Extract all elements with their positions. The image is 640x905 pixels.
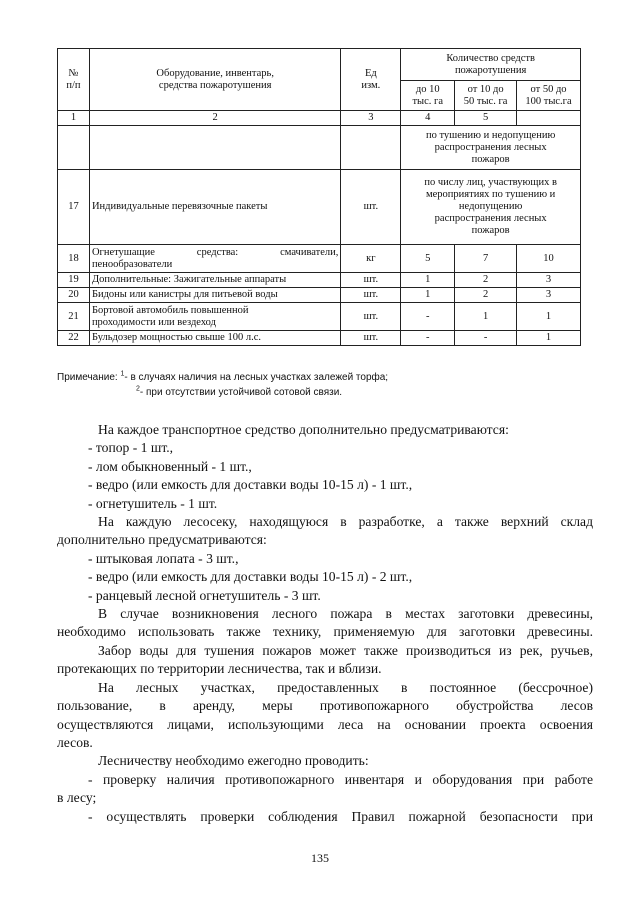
row-name: Бортовой автомобиль повышенной проходимости или вездеход [89,303,340,331]
row-qty-a: 1 [401,288,455,303]
header-col-a: до 10 тыс. га [401,81,455,111]
list-item: - штыковая лопата - 3 шт., [88,550,239,566]
col-number: 3 [341,111,401,126]
header-quantity: Количество средств пожаротушения [401,49,581,81]
row-qty-c: 1 [517,303,581,331]
row-qty-b: 2 [455,273,517,288]
row-qty-b: - [455,331,517,346]
paragraph: На каждую лесосеку, находящуюся в разработке, а также верхний склад [98,514,593,530]
row-name: Индивидуальные перевязочные пакеты [89,170,340,245]
row-qty-c: 3 [517,288,581,303]
row-qty-c: 1 [517,331,581,346]
row-name [89,245,340,273]
row-name-line: пенообразователи [91,258,173,270]
table-row [58,331,581,346]
row-name-line: Огнетушащие средства: смачиватели, [91,246,339,258]
paragraph: Забор воды для тушения пожаров может также производиться из рек, ручьев, [98,642,593,658]
row-name: Дополнительные: Зажигательные аппараты [89,273,340,288]
row-num: 20 [58,288,90,303]
empty-cell [58,126,90,170]
footnote-line [57,385,388,400]
continued-text: по тушению и недопущению распространения лесных пожаров [401,126,581,170]
footnote-marker: 2 [136,385,140,393]
col-number: 4 [401,111,455,126]
row-name: Бульдозер мощностью свыше 100 л.с. [89,331,340,346]
row-qty-a: 1 [401,273,455,288]
row-unit: шт. [341,331,401,346]
col-number: 5 [455,111,517,126]
row-qty-a: - [401,331,455,346]
list-item: в лесу; [57,790,97,806]
row-unit: кг [341,245,401,273]
paragraph: необходимо использовать также технику, применяемую для заготовки древесины. [57,624,593,640]
table-row [58,273,581,288]
row-qty-b: 7 [455,245,517,273]
paragraph: Лесничеству необходимо ежегодно проводить: [98,753,369,769]
col-number: 2 [89,111,340,126]
paragraph: осуществляются лицами, использующими леса на основании проекта освоения [57,716,593,732]
col-number: 1 [58,111,90,126]
row-merged-qty: по числу лиц, участвующих в мероприятиях по тушению и недопущению распространения лесных пожаров [401,170,581,245]
row-qty-b: 2 [455,288,517,303]
empty-cell [341,126,401,170]
row-qty-a: - [401,303,455,331]
header-unit: Ед изм. [341,49,401,111]
header-num: № п/п [58,49,90,111]
equipment-table [57,48,581,346]
paragraph: дополнительно предусматриваются: [57,532,267,548]
table-row [58,126,581,170]
row-num: 18 [58,245,90,273]
empty-cell [89,126,340,170]
table-row [58,288,581,303]
header-col-b: от 10 до 50 тыс. га [455,81,517,111]
footnote-block [57,370,388,400]
header-equipment: Оборудование, инвентарь, средства пожаротушения [89,49,340,111]
list-item: - лом обыкновенный - 1 шт., [88,458,252,474]
list-item: - топор - 1 шт., [88,440,174,456]
row-unit: шт. [341,273,401,288]
list-item: - проверку наличия противопожарного инвентаря и оборудования при работе [88,771,593,787]
row-unit: шт. [341,170,401,245]
list-item: - огнетушитель - 1 шт. [88,495,218,511]
paragraph: пользование, в аренду, меры противопожарного обустройства лесов [57,698,593,714]
row-qty-c: 3 [517,273,581,288]
table-row [58,245,581,273]
header-col-c: от 50 до 100 тыс.га [517,81,581,111]
row-unit: шт. [341,288,401,303]
paragraph: На лесных участках, предоставленных в постоянное (бессрочное) [98,679,593,695]
row-qty-c: 10 [517,245,581,273]
footnote-line [57,370,388,385]
footnote-text: - в случаях наличия на лесных участках залежей торфа; [124,372,389,383]
row-name: Бидоны или канистры для питьевой воды [89,288,340,303]
table-row [58,170,581,245]
list-item: - ведро (или емкость для доставки воды 10-15 л) - 1 шт., [88,477,413,493]
column-number-row [58,111,581,126]
row-num: 17 [58,170,90,245]
footnote-marker: 1 [120,370,125,378]
footnote-text: - при отсутствии устойчивой сотовой связи. [139,387,343,398]
list-item: - ведро (или емкость для доставки воды 10-15 л) - 2 шт., [88,569,413,585]
table-row [58,303,581,331]
page-number: 135 [311,851,329,865]
row-qty-a: 5 [401,245,455,273]
row-num: 22 [58,331,90,346]
footnote-label: Примечание: [57,372,118,383]
list-item: - осуществлять проверки соблюдения Правил пожарной безопасности при [88,808,593,824]
row-unit: шт. [341,303,401,331]
paragraph: протекающих по территории лесничества, так и вблизи. [57,661,382,677]
row-num: 21 [58,303,90,331]
paragraph: В случае возникновения лесного пожара в местах заготовки древесины, [98,606,593,622]
row-num: 19 [58,273,90,288]
empty-cell [517,111,581,126]
list-item: - ранцевый лесной огнетушитель - 3 шт. [88,587,321,603]
paragraph: лесов. [57,734,93,750]
body-text [57,421,593,826]
row-qty-b: 1 [455,303,517,331]
paragraph: На каждое транспортное средство дополнительно предусматриваются: [98,422,509,437]
